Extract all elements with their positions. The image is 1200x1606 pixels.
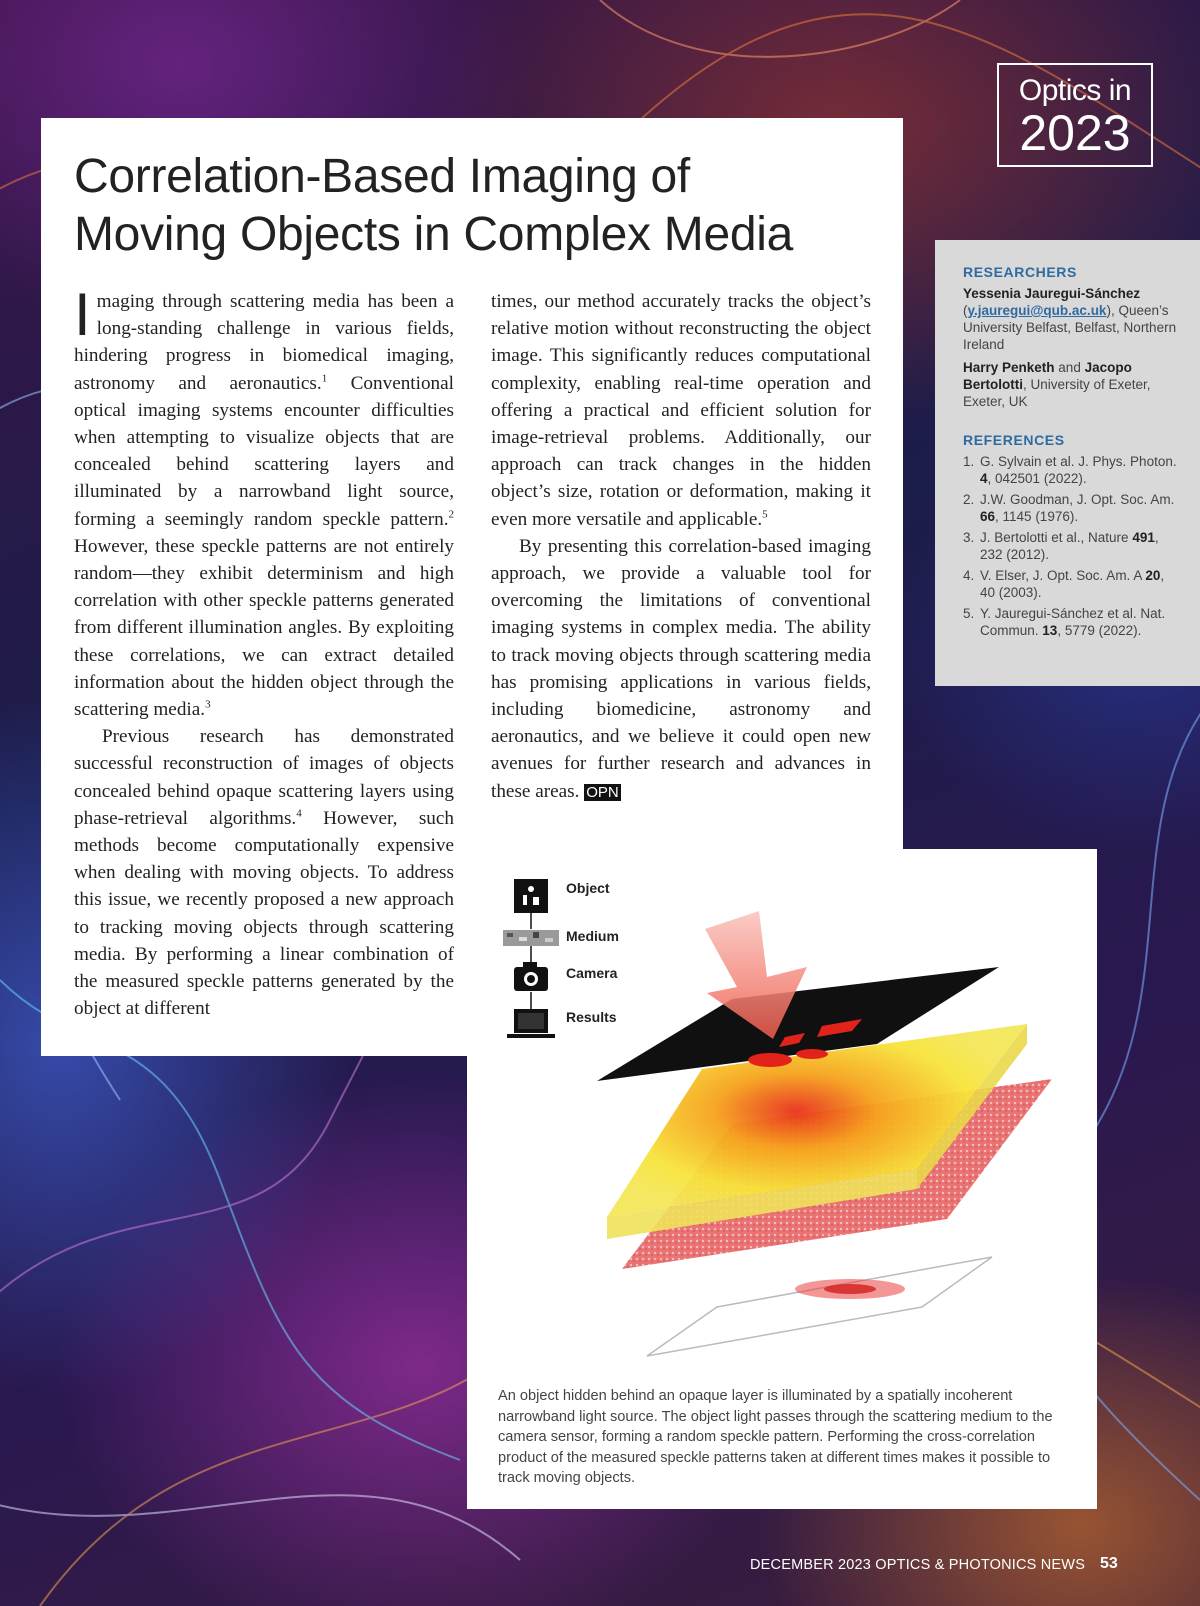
badge-line-1: Optics in [1018,74,1132,107]
section-badge [997,63,1153,167]
citation-mark: 2 [448,508,454,521]
reference-volume: 20 [1145,568,1161,583]
text-run: Previous research has demonstrated successful reconstruction of images of objects concealed behind opaque scattering layers using phase-retrieval algorithms. [74,726,454,829]
reference-text: J.W. Goodman, J. Opt. Soc. Am. [980,492,1175,507]
end-mark-logo: OPN [586,783,619,801]
citation-mark: 5 [762,508,768,521]
reference-number: 2. [963,492,975,507]
reference-item [963,567,1180,601]
reference-text: , 1145 (1976). [995,509,1079,524]
badge-year: 2023 [1019,105,1131,161]
reference-number: 5. [963,606,975,621]
article-column-right [491,288,871,805]
figure-panel [467,849,1097,1509]
paragraph [491,288,871,533]
reference-item [963,453,1180,487]
page-footer [750,1555,1120,1577]
citation-mark: 1 [321,372,328,385]
text-run: However, these speckle patterns are not entirely random—they exhibit determinism and high correlation with other speckle patterns generated from different illumination angles. By exploiting these correlations, we can extract detailed information about the hidden object through the scattering media. [74,535,454,721]
text-run: By presenting this correlation-based imaging approach, we provide a valuable tool for overcoming the limitations of conventional imaging systems in complex media. The ability to track moving objects through scattering media has promising applications in various fields, including biomedicine, astronomy and aeronautics, and we believe it could open new avenues for further research and advances in these areas. [491,535,871,802]
researcher-name: Jacopo Bertolotti [963,360,1132,392]
citation-mark: 4 [296,807,302,820]
laptop-icon [507,1009,555,1038]
punctuation: ), [1106,303,1115,318]
citation-mark: 3 [205,698,211,711]
reference-item [963,491,1180,525]
page-number: 53 [1100,1555,1118,1572]
conjunction: and [1054,360,1085,375]
reference-text: Y. Jauregui-Sánchez et al. Nat. Commun. [980,606,1166,638]
reference-item [963,605,1180,639]
camera-icon [514,962,548,991]
reference-list [963,453,1180,639]
reference-volume: 66 [980,509,996,524]
reference-volume: 491 [1132,530,1155,545]
paragraph [74,723,454,1022]
article-column-left [74,281,455,1022]
legend-object-label: Object [566,880,610,896]
punctuation: ( [963,303,968,318]
reference-text: , 40 (2003). [980,568,1165,600]
info-sidebar [935,240,1200,686]
issue-line: DECEMBER 2023 OPTICS & PHOTONICS NEWS [750,1557,1086,1573]
reference-text: G. Sylvain et al. J. Phys. Photon. [980,454,1177,469]
researcher-affiliation: Queen’s University Belfast, Belfast, Northern Ireland [963,303,1177,352]
reference-text: , 5779 (2022). [1057,623,1142,638]
reference-item [963,529,1180,563]
medium-icon [503,930,559,946]
article-title: Correlation-Based Imaging of Moving Objects in Complex Media [74,150,793,261]
email-link[interactable]: y.jauregui@qub.ac.uk [967,303,1107,318]
references-heading: REFERENCES [963,432,1065,448]
researcher-2 [963,359,1180,410]
reference-text: , 042501 (2022). [987,471,1087,486]
reference-number: 3. [963,530,975,545]
paragraph [74,281,455,723]
reference-volume: 13 [1042,623,1058,638]
text-run: Conventional optical imaging systems encounter difficulties when attempting to visualize objects that are concealed behind scattering layers and illuminated by a narrowband light source, forming a seemingly random speckle pattern. [74,372,455,530]
reference-volume: 4 [980,471,988,486]
object-icon [514,879,548,913]
reference-text: V. Elser, J. Opt. Soc. Am. A [980,568,1146,583]
imaging-diagram [467,849,1097,1389]
reference-text: , 232 (2012). [980,530,1159,562]
drop-cap: I [74,281,91,348]
researchers-heading: RESEARCHERS [963,264,1077,280]
researcher-name: Harry Penketh [963,360,1055,375]
legend-medium-label: Medium [566,928,619,944]
reference-number: 1. [963,454,975,469]
figure-caption: An object hidden behind an opaque layer is illuminated by a spatially incoherent narrowband light source. The object light passes through the scattering medium to the camera sensor, forming a random speckle pattern. Performing the cross-correlation product of the measured speckle patterns taken at different times makes it possible to track moving objects. [498,1388,1053,1486]
legend-camera-label: Camera [566,965,618,981]
text-run: maging through scattering media has been a long-standing challenge in various fields, hindering progress in biomedical imaging, astronomy and aeronautics. [74,291,454,394]
text-run: However, such methods become computationally expensive when dealing with moving objects. To address this issue, we recently proposed a new approach to tracking moving objects through scattering media. By performing a linear combination of the measured speckle patterns generated by the object at different [74,807,454,1020]
paragraph [491,533,871,805]
researcher-name: Yessenia Jauregui-Sánchez [963,286,1141,301]
reference-number: 4. [963,568,975,583]
legend-results-label: Results [566,1009,617,1025]
text-run: times, our method accurately tracks the object’s relative motion without reconstructing the object image. This significantly reduces computational complexity, enabling real-time operation and offering a practical and efficient solution for image-retrieval problems. Additionally, our approach can track changes in the hidden object’s size, rotation or deformation, making it even more versatile and applicable. [491,291,871,530]
reference-text: J. Bertolotti et al., Nature [980,530,1133,545]
researcher-affiliation: , University of Exeter, Exeter, UK [963,377,1151,409]
researcher-1 [963,285,1180,353]
